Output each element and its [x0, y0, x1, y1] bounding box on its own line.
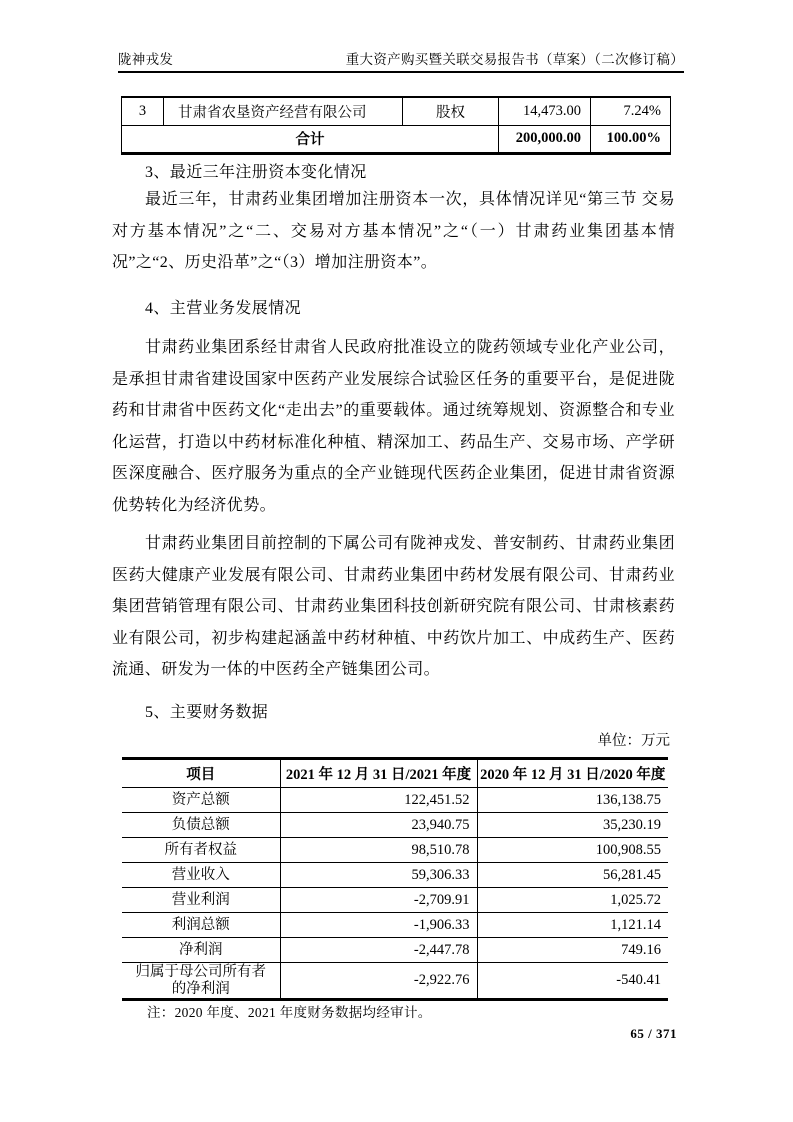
row-value-2021: 98,510.78: [280, 838, 477, 863]
row-value-2020: 1,121.14: [477, 913, 668, 938]
equity-row-type: 股权: [403, 97, 499, 125]
row-item-label: 负债总额: [122, 813, 280, 838]
row-item-label: 净利润: [122, 938, 280, 963]
section-4-heading: 4、主营业务发展情况: [145, 300, 302, 317]
financial-table: [122, 757, 668, 1001]
page-number: 65 / 371: [630, 1026, 677, 1041]
equity-row-amount: 14,473.00: [499, 97, 591, 125]
equity-total-amount: 200,000.00: [499, 125, 591, 153]
equity-row-percent: 7.24%: [591, 97, 671, 125]
header-report-title: 重大资产购买暨关联交易报告书（草案）（二次修订稿）: [345, 52, 684, 67]
row-item-label: 利润总额: [122, 913, 280, 938]
table-row: [122, 838, 668, 863]
table-row: [122, 938, 668, 963]
section-4-paragraph-2: 甘肃药业集团目前控制的下属公司有陇神戎发、普安制药、甘肃药业集团医药大健康产业发展有限公司、甘肃药业集团中药材发展有限公司、甘肃药业集团营销管理有限公司、甘肃药业集团科技创新研究院有限公司、甘肃核素药业有限公司，初步构建起涵盖中药材种植、中药饮片加工、中成药生产、医药流通、研发为一体的中医药全产链集团公司。: [112, 535, 675, 678]
row-value-2021: -2,922.76: [280, 963, 477, 1000]
table-row: [122, 888, 668, 913]
equity-total-label: 合计: [122, 125, 499, 153]
financial-header-item: 项目: [122, 759, 280, 788]
row-value-2021: 23,940.75: [280, 813, 477, 838]
row-item-label: 资产总额: [122, 788, 280, 813]
row-value-2020: 136,138.75: [477, 788, 668, 813]
table-row: [122, 863, 668, 888]
table-row: [122, 913, 668, 938]
audit-note: 注：2020 年度、2021 年度财务数据均经审计。: [147, 1005, 432, 1020]
equity-table-row: [122, 97, 671, 125]
equity-total-percent: 100.00%: [591, 125, 671, 153]
row-value-2021: 59,306.33: [280, 863, 477, 888]
financial-header-2021: 2021 年 12 月 31 日/2021 年度: [280, 759, 477, 788]
row-value-2021: 122,451.52: [280, 788, 477, 813]
financial-header-2020: 2020 年 12 月 31 日/2020 年度: [477, 759, 668, 788]
table-row: [122, 788, 668, 813]
row-value-2021: -1,906.33: [280, 913, 477, 938]
table-row: [122, 813, 668, 838]
row-value-2020: 100,908.55: [477, 838, 668, 863]
table-row: [122, 963, 668, 1000]
page-header: [118, 52, 684, 73]
header-company-name: 陇神戎发: [118, 52, 174, 67]
equity-row-company: 甘肃省农垦资产经营有限公司: [164, 97, 403, 125]
row-item-label: 所有者权益: [122, 838, 280, 863]
row-item-label: 营业利润: [122, 888, 280, 913]
row-item-label: 归属于母公司所有者的净利润: [122, 963, 280, 1000]
section-4-paragraph-1: 甘肃药业集团系经甘肃省人民政府批准设立的陇药领域专业化产业公司，是承担甘肃省建设国家中医药产业发展综合试验区任务的重要平台，是促进陇药和甘肃省中医药文化“走出去”的重要载体。通过统筹规划、资源整合和专业化运营，打造以中药材标准化种植、精深加工、药品生产、交易市场、产学研医深度融合、医疗服务为重点的全产业链现代医药企业集团，促进甘肃省资源优势转化为经济优势。: [112, 339, 675, 514]
unit-label: 单位：万元: [597, 733, 670, 749]
equity-row-index: 3: [122, 97, 164, 125]
section-3-heading: 3、最近三年注册资本变化情况: [145, 164, 367, 181]
row-value-2021: -2,447.78: [280, 938, 477, 963]
row-value-2020: 56,281.45: [477, 863, 668, 888]
row-value-2020: 749.16: [477, 938, 668, 963]
section-5-heading: 5、主要财务数据: [145, 704, 269, 721]
row-value-2020: -540.41: [477, 963, 668, 1000]
equity-table: [121, 96, 671, 155]
row-value-2021: -2,709.91: [280, 888, 477, 913]
section-3-paragraph: 最近三年，甘肃药业集团增加注册资本一次，具体情况详见“第三节 交易对方基本情况”之“二、交易对方基本情况”之“（一）甘肃药业集团基本情况”之“2、历史沿革”之“（3）增加注册资本”。: [112, 191, 675, 271]
row-value-2020: 35,230.19: [477, 813, 668, 838]
equity-table-total-row: [122, 125, 671, 153]
row-value-2020: 1,025.72: [477, 888, 668, 913]
row-item-label: 营业收入: [122, 863, 280, 888]
financial-table-header-row: [122, 759, 668, 788]
